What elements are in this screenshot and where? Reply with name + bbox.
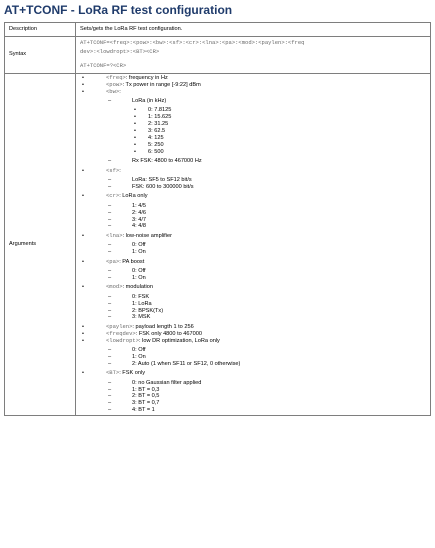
bullet-marker: – <box>108 360 112 367</box>
argument-content <box>106 89 426 96</box>
argument-item <box>80 184 426 191</box>
argument-content <box>132 387 426 394</box>
argument-content <box>106 233 426 240</box>
argument-content <box>106 324 426 331</box>
argument-code: <bw> <box>106 87 120 95</box>
argument-text: : PA boost <box>119 258 145 265</box>
argument-content <box>132 294 426 301</box>
argument-code: <lowdropt> <box>106 336 140 344</box>
argument-text: 5: 250 <box>148 141 164 148</box>
bullet-marker: – <box>108 97 112 104</box>
argument-content <box>132 361 426 368</box>
argument-content <box>132 203 426 210</box>
argument-text: 4: BT = 1 <box>132 407 155 414</box>
argument-content <box>132 268 426 275</box>
argument-text: : modulation <box>122 284 153 291</box>
syntax-set-line-2: dev>:<lowdropt>:<BT><CR> <box>80 47 160 55</box>
argument-code: <freq> <box>106 73 126 81</box>
argument-item <box>80 361 426 368</box>
argument-item <box>80 284 426 291</box>
argument-item <box>80 249 426 256</box>
bullet-marker: – <box>108 314 112 321</box>
argument-item <box>80 301 426 308</box>
argument-code: <lna> <box>106 231 123 239</box>
argument-item <box>80 268 426 275</box>
bullet-marker: • <box>82 330 84 337</box>
argument-content <box>106 338 426 345</box>
bullet-marker: • <box>82 193 84 200</box>
argument-text: 3: MSK <box>132 314 151 321</box>
argument-text: LoRa: SF5 to SF12 bit/s <box>132 177 192 183</box>
argument-text: : frequency in Hz <box>125 74 168 81</box>
description-label: Description <box>5 23 76 37</box>
argument-text: : <box>119 167 121 174</box>
argument-text: 4: 125 <box>148 134 164 141</box>
argument-text: : Tx power in range [-9:22] dBm <box>122 81 201 88</box>
syntax-label: Syntax <box>5 37 76 74</box>
argument-content <box>132 308 426 315</box>
argument-text: : <box>119 88 121 95</box>
bullet-marker: • <box>82 232 84 239</box>
argument-content <box>132 347 426 354</box>
argument-code: <pa> <box>106 257 120 265</box>
argument-item <box>80 314 426 321</box>
bullet-marker: • <box>82 370 84 377</box>
argument-item <box>80 370 426 377</box>
argument-content <box>132 400 426 407</box>
bullet-marker: • <box>82 284 84 291</box>
argument-content <box>106 82 426 89</box>
bullet-marker: • <box>82 81 84 88</box>
argument-text: 1: On <box>132 274 146 281</box>
argument-text: 2: 31.25 <box>148 121 169 128</box>
argument-item <box>80 135 426 142</box>
argument-item <box>80 380 426 387</box>
argument-item <box>80 158 426 165</box>
arguments-label: Arguments <box>5 73 76 415</box>
argument-code: <mod> <box>106 283 123 291</box>
argument-item <box>80 347 426 354</box>
argument-text: Rx FSK: 4800 to 467000 Hz <box>132 158 202 165</box>
argument-content <box>132 217 426 224</box>
argument-text: 2: Auto (1 when SF11 or SF12, 0 otherwise) <box>132 360 241 367</box>
description-row <box>5 23 431 37</box>
argument-content <box>148 114 426 121</box>
argument-text: 6: 500 <box>148 148 164 155</box>
bullet-marker: • <box>82 74 84 81</box>
bullet-marker: – <box>108 300 112 307</box>
argument-text: : low-noise amplifier <box>122 232 172 239</box>
argument-content <box>132 158 426 165</box>
syntax-cell <box>76 37 431 74</box>
arguments-list <box>80 75 426 414</box>
bullet-marker: – <box>108 209 112 216</box>
argument-text: 0: Off <box>132 267 146 274</box>
argument-text: 1: BT = 0,3 <box>132 386 160 393</box>
argument-item <box>80 107 426 114</box>
argument-text: 1: On <box>132 249 146 256</box>
argument-item <box>80 308 426 315</box>
argument-content <box>148 135 426 142</box>
argument-text: 0: no Gaussian filter applied <box>132 379 202 386</box>
argument-content <box>132 393 426 400</box>
argument-item <box>80 149 426 156</box>
bullet-marker: • <box>82 167 84 174</box>
argument-item <box>80 400 426 407</box>
argument-text: : FSK only <box>119 370 146 377</box>
bullet-marker: – <box>108 216 112 223</box>
bullet-marker: • <box>134 134 136 141</box>
argument-content <box>132 98 426 105</box>
bullet-marker: – <box>108 353 112 360</box>
argument-text: : low DR optimization, LoRa only <box>139 337 220 344</box>
argument-content <box>132 223 426 230</box>
argument-content <box>132 380 426 387</box>
argument-code: <paylen> <box>106 322 133 330</box>
argument-item <box>80 193 426 200</box>
argument-item <box>80 168 426 175</box>
bullet-marker: – <box>108 183 112 190</box>
bullet-marker: – <box>108 347 112 354</box>
bullet-marker: – <box>108 407 112 414</box>
description-text: Sets/gets the LoRa RF test configuration. <box>76 23 431 37</box>
argument-text: 1: 4/5 <box>132 202 146 209</box>
bullet-marker: – <box>108 400 112 407</box>
arguments-row <box>5 73 431 415</box>
argument-text: 0: 7.8125 <box>148 107 172 114</box>
argument-text: 3: BT = 0,7 <box>132 400 160 407</box>
argument-text: 0: FSK <box>132 293 150 300</box>
argument-content <box>148 128 426 135</box>
argument-item <box>80 82 426 89</box>
argument-content <box>132 184 426 191</box>
argument-item <box>80 98 426 105</box>
bullet-marker: – <box>108 386 112 393</box>
bullet-marker: – <box>108 393 112 400</box>
argument-content <box>148 121 426 128</box>
bullet-marker: • <box>134 121 136 128</box>
argument-content <box>132 314 426 321</box>
argument-text: 4: 4/8 <box>132 223 146 230</box>
bullet-marker: – <box>108 177 112 183</box>
argument-item <box>80 121 426 128</box>
argument-item <box>80 294 426 301</box>
argument-item <box>80 407 426 414</box>
bullet-marker: • <box>82 337 84 344</box>
bullet-marker: – <box>108 293 112 300</box>
argument-content <box>106 331 426 338</box>
argument-text: 1: On <box>132 353 146 360</box>
section-title: AT+TCONF - LoRa RF test configuration <box>4 3 233 17</box>
bullet-marker: – <box>108 249 112 256</box>
argument-item <box>80 210 426 217</box>
argument-item <box>80 223 426 230</box>
argument-text: 3: 4/7 <box>132 216 146 223</box>
argument-content <box>132 275 426 282</box>
argument-code: <sf> <box>106 166 120 174</box>
argument-item <box>80 393 426 400</box>
argument-code: <BT> <box>106 369 120 377</box>
argument-item <box>80 259 426 266</box>
bullet-marker: • <box>134 148 136 155</box>
argument-content <box>106 168 426 175</box>
argument-item <box>80 89 426 96</box>
argument-content <box>132 242 426 249</box>
argument-item <box>80 75 426 82</box>
bullet-marker: • <box>82 323 84 330</box>
argument-code: <pow> <box>106 80 123 88</box>
syntax-set-line-1: AT+TCONF=<freq>:<pow>:<bw>:<sf>:<cr>:<lna>:<pa>:<mod>:<paylen>:<freq <box>80 39 305 46</box>
bullet-marker: • <box>134 114 136 121</box>
argument-item <box>80 217 426 224</box>
argument-text: : payload length 1 to 256 <box>132 323 194 330</box>
bullet-marker: • <box>82 258 84 265</box>
argument-content <box>148 149 426 156</box>
argument-text: 1: 15.625 <box>148 114 172 121</box>
argument-content <box>106 370 426 377</box>
bullet-marker: – <box>108 242 112 249</box>
argument-item <box>80 177 426 184</box>
argument-text: FSK: 600 to 300000 bit/s <box>132 183 194 190</box>
argument-text: 2: BPSK(Tx) <box>132 307 164 314</box>
argument-item <box>80 338 426 345</box>
bullet-marker: • <box>134 141 136 148</box>
argument-text: : FSK only 4800 to 467000 <box>135 330 202 337</box>
bullet-marker: – <box>108 267 112 274</box>
bullet-marker: – <box>108 274 112 281</box>
command-table <box>4 22 431 416</box>
argument-text: 0: Off <box>132 242 146 249</box>
argument-item <box>80 242 426 249</box>
argument-content <box>106 75 426 82</box>
argument-item <box>80 354 426 361</box>
argument-content <box>148 107 426 114</box>
argument-text: 0: Off <box>132 347 146 354</box>
argument-text: 2: BT = 0,5 <box>132 393 160 400</box>
argument-item <box>80 233 426 240</box>
argument-item <box>80 128 426 135</box>
argument-item <box>80 114 426 121</box>
argument-content <box>132 301 426 308</box>
argument-content <box>148 142 426 149</box>
syntax-row <box>5 37 431 74</box>
bullet-marker: – <box>108 223 112 230</box>
bullet-marker: – <box>108 379 112 386</box>
argument-text: 1: LoRa <box>132 300 152 307</box>
bullet-marker: • <box>134 128 136 135</box>
bullet-marker: – <box>108 307 112 314</box>
argument-item <box>80 387 426 394</box>
argument-text: LoRa (in kHz) <box>132 97 167 104</box>
argument-text: 3: 62.5 <box>148 128 166 135</box>
argument-content <box>132 249 426 256</box>
argument-text: : LoRa only <box>119 193 148 200</box>
argument-code: <cr> <box>106 192 120 200</box>
argument-content <box>106 193 426 200</box>
bullet-marker: • <box>134 107 136 114</box>
argument-item <box>80 142 426 149</box>
argument-item <box>80 203 426 210</box>
syntax-get-line: AT+TCONF=?<CR> <box>80 61 127 69</box>
bullet-marker: • <box>82 88 84 95</box>
argument-content <box>132 210 426 217</box>
argument-content <box>106 259 426 266</box>
bullet-marker: – <box>108 202 112 209</box>
arguments-cell <box>76 73 431 415</box>
argument-item <box>80 275 426 282</box>
argument-content <box>106 284 426 291</box>
bullet-marker: – <box>108 158 112 165</box>
argument-content <box>132 354 426 361</box>
argument-content <box>132 407 426 414</box>
argument-content <box>132 177 426 184</box>
argument-code: <freqdev> <box>106 329 136 337</box>
argument-text: 2: 4/6 <box>132 209 146 216</box>
